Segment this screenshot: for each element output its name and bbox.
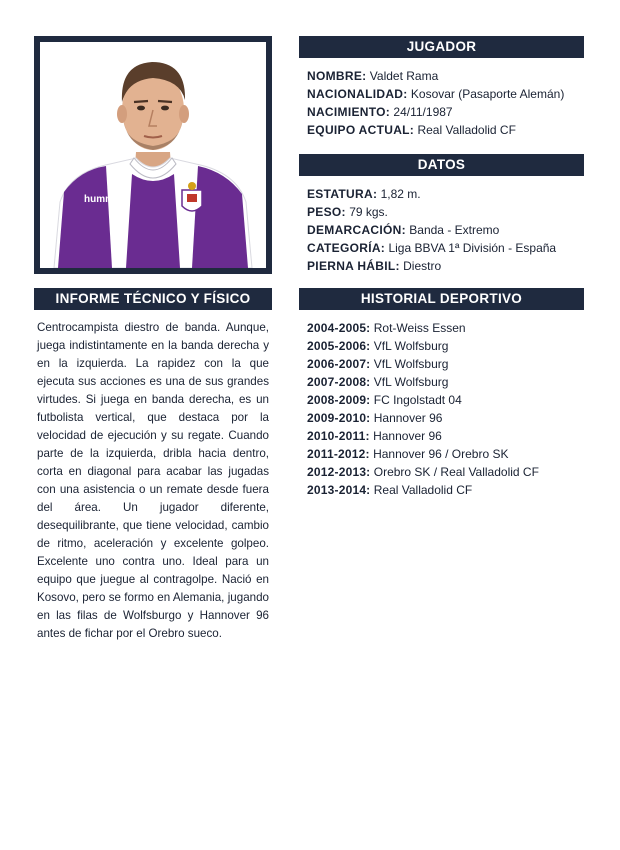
peso-value: 79 kgs. bbox=[349, 205, 388, 219]
estatura-row bbox=[307, 185, 421, 203]
player-photo-frame bbox=[34, 36, 272, 274]
historial-row bbox=[307, 355, 539, 373]
season: 2011-2012: bbox=[307, 447, 370, 461]
demarcacion-label: DEMARCACIÓN: bbox=[307, 223, 406, 237]
season: 2007-2008: bbox=[307, 375, 371, 389]
nacimiento-value: 24/11/1987 bbox=[393, 105, 453, 119]
nacionalidad-value: Kosovar (Pasaporte Alemán) bbox=[410, 87, 565, 101]
peso-row bbox=[307, 203, 388, 221]
pierna-value: Diestro bbox=[403, 259, 442, 273]
equipo-value: Real Valladolid CF bbox=[417, 123, 516, 137]
club: Hannover 96 / Orebro SK bbox=[373, 447, 509, 461]
historial-row bbox=[307, 427, 539, 445]
peso-label: PESO: bbox=[307, 205, 346, 219]
season: 2004-2005: bbox=[307, 321, 371, 335]
nombre-row bbox=[307, 67, 438, 85]
club: Orebro SK / Real Valladolid CF bbox=[373, 465, 539, 479]
nombre-label: NOMBRE: bbox=[307, 69, 367, 83]
player-portrait-illustration bbox=[40, 42, 266, 268]
historial-row bbox=[307, 481, 539, 499]
informe-header: INFORME TÉCNICO Y FÍSICO bbox=[34, 288, 272, 310]
historial-row bbox=[307, 373, 539, 391]
club: FC Ingolstadt 04 bbox=[373, 393, 462, 407]
club: VfL Wolfsburg bbox=[373, 339, 449, 353]
estatura-label: ESTATURA: bbox=[307, 187, 378, 201]
demarcacion-row bbox=[307, 221, 499, 239]
historial-row bbox=[307, 445, 539, 463]
demarcacion-value: Banda - Extremo bbox=[409, 223, 500, 237]
historial-header: HISTORIAL DEPORTIVO bbox=[299, 288, 584, 310]
season: 2012-2013: bbox=[307, 465, 371, 479]
historial-row bbox=[307, 409, 539, 427]
categoria-label: CATEGORÍA: bbox=[307, 241, 386, 255]
datos-header: DATOS bbox=[299, 154, 584, 176]
club: Real Valladolid CF bbox=[373, 483, 473, 497]
club: Hannover 96 bbox=[373, 411, 443, 425]
nacimiento-row bbox=[307, 103, 453, 121]
club: Rot-Weiss Essen bbox=[373, 321, 466, 335]
shirt-brand-logo: hummel bbox=[84, 194, 123, 205]
historial-row bbox=[307, 319, 539, 337]
estatura-value: 1,82 m. bbox=[380, 187, 421, 201]
season: 2005-2006: bbox=[307, 339, 371, 353]
season: 2008-2009: bbox=[307, 393, 371, 407]
season: 2006-2007: bbox=[307, 357, 371, 371]
jugador-header: JUGADOR bbox=[299, 36, 584, 58]
equipo-row bbox=[307, 121, 516, 139]
informe-text: Centrocampista diestro de banda. Aunque, juega indistintamente en la banda derecha y en la izquierda. La rapidez con la que ejecuta sus acciones es una de sus grandes virtudes. Si juega en banda derecha, es un futbolista vertical, que destaca por la velocidad de ejecución y su regate. Cuando parte de la izquierda, dribla hacia dentro, corta en diagonal para acabar las jugadas con una asistencia o un remate desde fuera del área. Un jugador diferente, desequilibrante, que tiene velocidad, cambio de ritmo, aceleración y excelente golpeo. Excelente uno contra uno. Ideal para un equipo que juegue al contragolpe. Nació en Kosovo, pero se formo en Alemania, jugando en las filas de Wolfsburgo y Hannover 96 antes de fichar por el Orebro sueco. bbox=[37, 321, 269, 640]
club: VfL Wolfsburg bbox=[373, 357, 449, 371]
historial-list bbox=[307, 319, 539, 499]
nacionalidad-row bbox=[307, 85, 564, 103]
categoria-value: Liga BBVA 1ª División - España bbox=[388, 241, 557, 255]
club: VfL Wolfsburg bbox=[373, 375, 449, 389]
historial-row bbox=[307, 463, 539, 481]
player-photo bbox=[40, 42, 266, 268]
historial-row bbox=[307, 337, 539, 355]
nacionalidad-label: NACIONALIDAD: bbox=[307, 87, 408, 101]
season: 2013-2014: bbox=[307, 483, 371, 497]
pierna-label: PIERNA HÁBIL: bbox=[307, 259, 400, 273]
historial-row bbox=[307, 391, 539, 409]
nacimiento-label: NACIMIENTO: bbox=[307, 105, 391, 119]
season: 2009-2010: bbox=[307, 411, 371, 425]
club: Hannover 96 bbox=[373, 429, 442, 443]
pierna-row bbox=[307, 257, 441, 275]
categoria-row bbox=[307, 239, 556, 257]
equipo-label: EQUIPO ACTUAL: bbox=[307, 123, 415, 137]
season: 2010-2011: bbox=[307, 429, 370, 443]
nombre-value: Valdet Rama bbox=[369, 69, 439, 83]
